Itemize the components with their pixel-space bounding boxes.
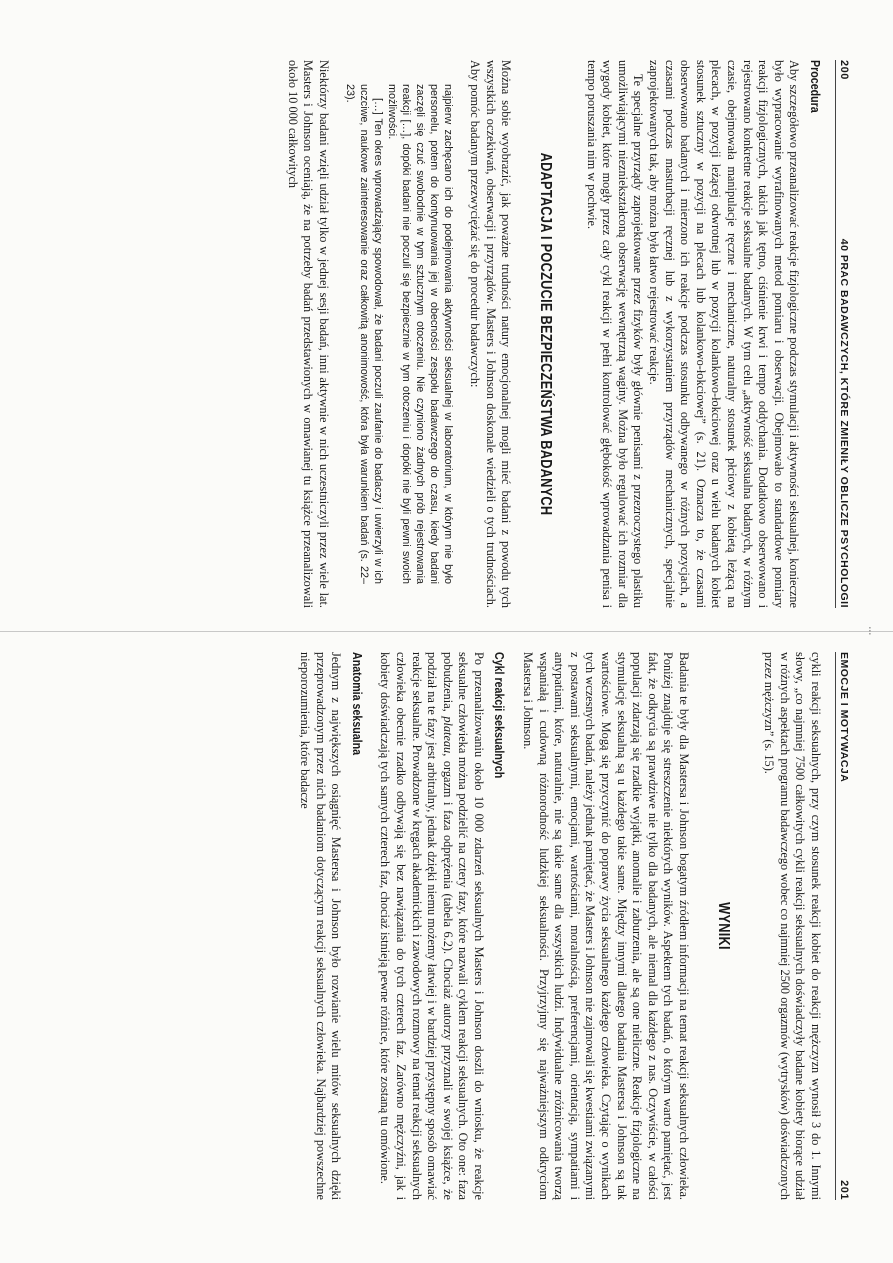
running-head [835, 652, 850, 1200]
page-200 [50, 44, 850, 624]
running-head-title: EMOCJE I MOTYWACJA [838, 652, 850, 783]
running-head [835, 60, 850, 608]
page-201 [50, 636, 850, 1216]
adaptation-paragraph: Można sobie wyobrazić, jak poważne trudności natury emocjonalnej mogli mieć badani z powodu tych wszystkich oczekiwań, obserwacji i przyrządów. Masters i Johnson doskonale wiedzieli o tych trudnościach. Aby pomóc badanym przezwyciężać się do procedur badawczych: [468, 60, 514, 608]
page-number: 200 [838, 60, 850, 80]
subheading-sexual-anatomy: Anatomia seksualna [349, 652, 365, 756]
body-text [284, 60, 823, 608]
quote-paragraph-2: […] Ten okres wprowadzający spowodował, że badani poczuli zaufanie do badaczy i uwierzyli w ich uczciwe, naukowe zainteresowanie oraz całkowitą anonimowość, która była warunkiem badań (s. 22–23). [343, 84, 384, 584]
running-head-title: 40 PRAC BADAWCZYCH, KTÓRE ZMIENIŁY OBLICZE PSYCHOLOGII [838, 238, 850, 608]
section-heading-results: WYNIKI [714, 902, 732, 950]
cycle-text-end: , orgazm i faza odprężenia (tabela 6.2). Chociaż autorzy przyznali w swojej książce, że podział na te fazy jest arbitralny, jednak dzięki niemu możemy łatwiej i w bardziej przystępny sposób omawiać reakcje seksualne. Prowadzone w kręgach akademickich i zawodowych rozmowy na temat reakcji seksualnych człowieka obecnie rzadko odbywają się bez nawiązania do tych czterech faz. Zarówno mężczyźni, jak i kobiety doświadczają tych samych czterech faz, chociaż istnieją pewne różnice, które zostaną tu omówione. [378, 652, 455, 1200]
anatomy-paragraph: Jednym z największych osiągnięć Mastersa i Johnson było rozwianie wielu mitów seksualnych dzięki przeprowadzonym przez nich badaniom dotyczącym reakcji seksualnych człowieka. Najbardziej powszechne nieporozumienia, które badacze [297, 652, 344, 1200]
results-paragraph: Badania te były dla Mastersa i Johnson bogatym źródłem informacji na temat reakcji seksualnych człowieka. Poniżej znajduje się streszczenie niektórych wyników. Aspektem tych badań, o którym warto pamiętać, jest fakt, że odkrycia są prawdziwe nie tylko dla badanych, ale niemal dla każdego z nas. Oczywiście, w całości populacji zdarzają się rzadkie wyjątki, anomalie i zaburzenia, ale są one nieliczne. Reakcje fizjologiczne na stymulację seksualną są u każdego takie same. Między innymi dlatego badania Mastersa i Johnson są tak wartościowe. Mogą się przyczynić do poprawy życia seksualnego każdego człowieka. Czytając o wynikach tych wczesnych badań, należy jednak pamiętać, że Masters i Johnson nie zajmowali się kwestiami związanymi z postawami seksualnymi, emocjami, wartościami, moralnością, preferencjami, orientacją, sympatiami i antypatiami, które, naturalnie, nie są takie same dla wszystkich ludzi. Indywidualne zróżnicowania tworzą wspaniałą i cudowną różnorodność ludzkiej seksualności. Przyjrzyjmy się najważniejszym odkryciom Mastersa i Johnson. [521, 652, 692, 1200]
cycle-paragraph [377, 652, 486, 1200]
page-number: 201 [838, 1180, 850, 1200]
page-gutter-line [0, 631, 893, 632]
procedure-paragraph-1: Aby szczegółowo przeanalizować reakcje fizjologiczne podczas stymulacji i aktywności seksualnej, konieczne było wypracowanie wyrafinowanych metod pomiaru i obserwacji. Obejmowało to standardowe pomiary reakcji fizjologicznych, takich jak tętno, ciśnienie krwi i tempo oddychania. Dodatkowo obserwowano i rejestrowano konkretne reakcje seksualne badanych. W tym celu „aktywność seksualna badanych, w różnym czasie, obejmowała manipulacje ręczne i mechaniczne, naturalny stosunek płciowy z kobietą leżącą na plecach, w pozycji leżącej odwrotnej lub w pozycji kolankowo-łokciowej oraz u wielu badanych kobiet stosunek sztuczny w pozycji na plecach lub kolankowo-łokciowej” (s. 21). Oznacza to, że czasami obserwowano badanych i mierzono ich reakcje podczas stosunku odbywanego w różnych pozycjach, a czasami podczas masturbacji ręcznej lub z wykorzystaniem przyrządów mechanicznych, specjalnie zaprojektowanych tak, aby można było łatwo rejestrować reakcje. [647, 60, 802, 608]
gutter-scan-mark-icon: ⁝ [868, 624, 872, 638]
cycle-text-emphasis: plateau [440, 716, 455, 754]
subheading-sexual-response-cycle: Cykl reakcji seksualnych [492, 652, 508, 779]
section-heading-adaptation: ADAPTACJA I POCZUCIE BEZPIECZEŃSTWA BADANYCH [537, 152, 555, 516]
cycle-text-start: Po przeanalizowaniu około 10 000 zdarzeń seksualnych Masters i Johnson doszli do wniosku, że reakcje seksualne człowieka można podzielić na cztery fazy, które nazwali cyklem reakcji seksualnych. Oto one: faza pobudzenia, [440, 652, 486, 1200]
opening-paragraph: cykli reakcji seksualnych, przy czym stosunek reakcji kobiet do reakcji mężczyzn wynosił 3 do 1. Innymi słowy, „co najmniej 7500 całkowitych cykli reakcji seksualnych doświadczyły badane kobiety biorące udział w różnych aspektach programu badawczego wobec co najmniej 2500 orgazmów (wytrysków) doświadczonych przez mężczyzn” (s. 15). [762, 652, 823, 1200]
quote-paragraph-1: najpierw zachęcano ich do podejmowania aktywności seksualnej w laboratorium, w którym nie było personelu, potem do kontynuowania jej w obecności zespołu badawczego do czasu, kiedy badani zaczęli się czuć swobodnie w tym sztucznym otoczeniu. Nie czyniono żadnych prób rejestrowania reakcji […], dopóki badani nie poczuli się bezpiecznie w tym otoczeniu i dopóki nie byli pewni swoich możliwości. [385, 84, 454, 584]
block-quote [343, 84, 455, 584]
procedure-paragraph-2: Te specjalne przyrządy zaprojektowane przez fizyków były głównie penisami z przezroczystego plastiku umożliwiającymi niezniekształconą obserwację wewnętrzną waginy. Można było regulować ich rozmiar dla wygody kobiet, które mogły przez cały cykl reakcji w pełni kontrolować głębokość wprowadzania penisa i tempo poruszania nim w pochwie. [584, 60, 646, 608]
subheading-procedure: Procedura [808, 60, 823, 113]
closing-paragraph: Niektórzy badani wzięli udział tylko w jednej sesji badań, inni aktywnie w nich uczestniczyli przez wiele lat. Masters i Johnson oceniają, że na potrzeby badań przedstawionych w omawianej tu książce przeanalizowali około 10 000 całkowitych [285, 60, 331, 608]
body-text [296, 652, 823, 1200]
